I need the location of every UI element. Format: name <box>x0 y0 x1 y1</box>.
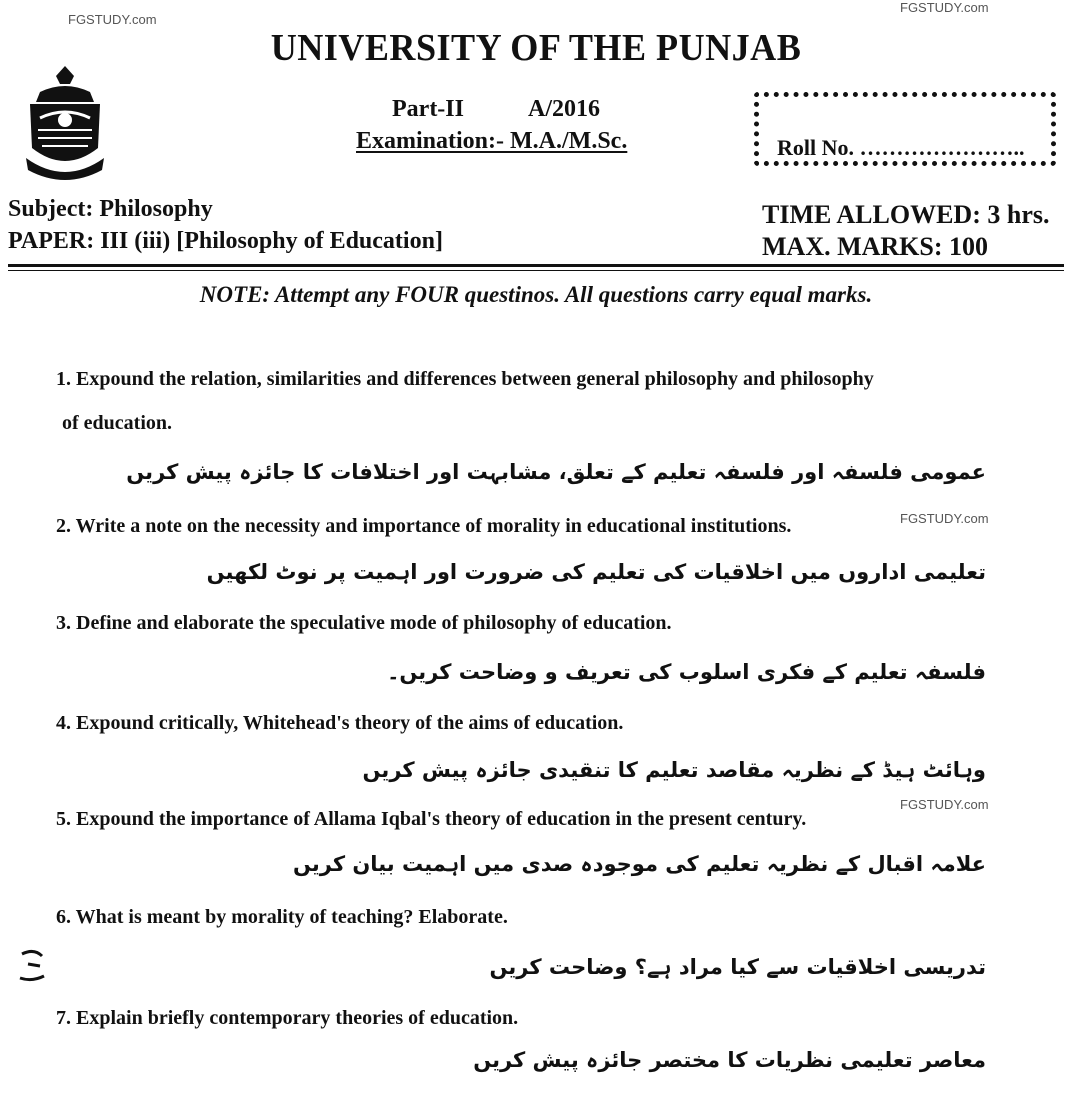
question-3-urdu: فلسفہ تعلیم کے فکری اسلوب کی تعریف و وضاحت کریں۔ <box>387 660 986 684</box>
header-divider-thin <box>8 270 1064 271</box>
question-5-urdu: علامہ اقبال کے نظریہ تعلیم کی موجودہ صدی میں اہمیت بیان کریں <box>293 852 986 876</box>
question-7-text: 7. Explain briefly contemporary theories of education. <box>56 1007 519 1029</box>
question-2-text: 2. Write a note on the necessity and importance of morality in educational institutions. <box>56 515 792 537</box>
part-label: Part-II <box>392 96 464 122</box>
university-crest-icon <box>22 62 108 182</box>
question-6-urdu: تدریسی اخلاقیات سے کیا مراد ہے؟ وضاحت کریں <box>489 955 986 979</box>
roll-number-field: Roll No. ………………….. <box>777 135 1025 160</box>
question-3-text: 3. Define and elaborate the speculative mode of philosophy of education. <box>56 612 672 634</box>
time-allowed: TIME ALLOWED: 3 hrs. <box>762 200 1050 229</box>
watermark-text: FGSTUDY.com <box>900 511 989 526</box>
margin-mark-icon <box>18 946 48 986</box>
max-marks: MAX. MARKS: 100 <box>762 232 989 261</box>
instructions-note: NOTE: Attempt any FOUR questinos. All questions carry equal marks. <box>199 282 873 307</box>
paper-label: PAPER: III (iii) [Philosophy of Education] <box>8 228 443 254</box>
question-7-urdu: معاصر تعلیمی نظریات کا مختصر جائزہ پیش کریں <box>473 1048 986 1072</box>
roll-number-box <box>754 92 1056 166</box>
session-label: A/2016 <box>527 96 600 122</box>
question-6-text: 6. What is meant by morality of teaching? Elaborate. <box>56 906 508 928</box>
examination-label: Examination:- M.A./M.Sc. <box>356 128 628 154</box>
question-2-urdu: تعلیمی اداروں میں اخلاقیات کی تعلیم کی ضرورت اور اہمیت پر نوٹ لکھیں <box>206 560 986 584</box>
question-5-text: 5. Expound the importance of Allama Iqbal's theory of education in the present century. <box>56 808 807 830</box>
subject-label: Subject: Philosophy <box>8 196 213 222</box>
question-4-urdu: وہائٹ ہیڈ کے نظریہ مقاصد تعلیم کا تنقیدی جائزہ پیش کریں <box>362 758 986 782</box>
watermark-text: FGSTUDY.com <box>68 12 157 27</box>
header-divider <box>8 264 1064 267</box>
exam-part <box>392 96 664 123</box>
watermark-text: FGSTUDY.com <box>900 797 989 812</box>
question-4-text: 4. Expound critically, Whitehead's theory of the aims of education. <box>56 712 624 734</box>
question-1-urdu: عمومی فلسفہ اور فلسفہ تعلیم کے تعلق، مشابہت اور اختلافات کا جائزہ پیش کریں <box>126 460 986 484</box>
question-1-text-cont: of education. <box>62 412 172 434</box>
university-title: UNIVERSITY OF THE PUNJAB <box>270 27 802 69</box>
watermark-text: FGSTUDY.com <box>900 0 989 15</box>
question-1-text: 1. Expound the relation, similarities and differences between general philosophy and philosophy <box>56 368 874 390</box>
